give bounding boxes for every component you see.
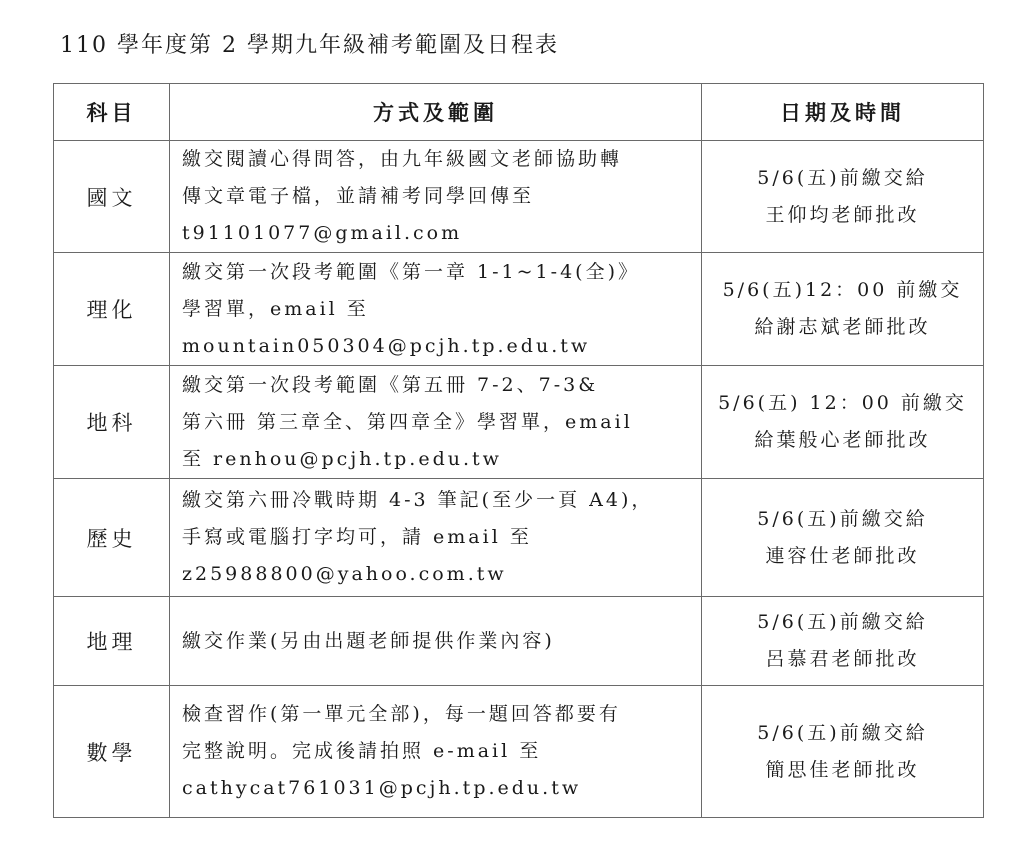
method-line: 學習單，email 至 bbox=[182, 297, 369, 320]
teacher-line: 連容仕老師批改 bbox=[765, 544, 920, 567]
subject-cell: 歷史 bbox=[54, 479, 170, 597]
date-cell bbox=[702, 686, 984, 818]
teacher-line: 呂慕君老師批改 bbox=[765, 648, 920, 670]
schedule-table bbox=[53, 83, 984, 818]
method-email: mountain050304@pcjh.tp.edu.tw bbox=[182, 334, 591, 357]
table-row bbox=[54, 366, 984, 479]
teacher-line: 王仰均老師批改 bbox=[765, 203, 920, 226]
method-line: 手寫或電腦打字均可，請 email 至 bbox=[182, 526, 532, 548]
method-email: z25988800@yahoo.com.tw bbox=[182, 563, 507, 585]
subject-cell: 國文 bbox=[54, 141, 170, 253]
teacher-line: 簡思佳老師批改 bbox=[765, 758, 920, 781]
table-row bbox=[54, 141, 984, 253]
table-row bbox=[54, 253, 984, 366]
subject-cell: 理化 bbox=[54, 253, 170, 366]
date-cell bbox=[702, 597, 984, 686]
method-email: cathycat761031@pcjh.tp.edu.tw bbox=[182, 777, 582, 799]
table-header-row bbox=[54, 84, 984, 141]
date-line: 5/6(五) 12：00 前繳交 bbox=[718, 392, 967, 414]
date-line: 5/6(五)前繳交給 bbox=[757, 166, 928, 189]
teacher-line: 給謝志斌老師批改 bbox=[754, 316, 931, 338]
method-line: 檢查習作(第一單元全部)，每一題回答都要有 bbox=[182, 703, 621, 725]
method-email: 至 renhou@pcjh.tp.edu.tw bbox=[182, 447, 502, 470]
method-cell bbox=[170, 253, 702, 366]
method-line: 繳交第一次段考範圍《第五冊 7-2、7-3& bbox=[182, 373, 599, 396]
date-line: 5/6(五)12：00 前繳交 bbox=[722, 279, 963, 301]
method-line: 完整說明。完成後請拍照 e-mail 至 bbox=[182, 740, 542, 762]
method-email: t91101077@gmail.com bbox=[182, 222, 463, 244]
subject-cell: 地理 bbox=[54, 597, 170, 686]
method-line: 繳交作業(另由出題老師提供作業內容) bbox=[182, 629, 555, 652]
method-line: 繳交閱讀心得問答，由九年級國文老師協助轉 bbox=[182, 148, 623, 170]
date-cell bbox=[702, 479, 984, 597]
date-line: 5/6(五)前繳交給 bbox=[757, 611, 928, 633]
method-cell bbox=[170, 686, 702, 818]
method-line: 第六冊 第三章全、第四章全》學習單，email bbox=[182, 410, 633, 433]
method-line: 傳文章電子檔，並請補考同學回傳至 bbox=[182, 185, 535, 207]
method-line: 繳交第六冊冷戰時期 4-3 筆記(至少一頁 A4)， bbox=[182, 489, 654, 511]
table-row bbox=[54, 686, 984, 818]
subject-cell: 數學 bbox=[54, 686, 170, 818]
method-line: 繳交第一次段考範圍《第一章 1-1~1-4(全)》 bbox=[182, 260, 640, 283]
header-subject: 科目 bbox=[54, 84, 170, 141]
method-cell bbox=[170, 479, 702, 597]
method-cell bbox=[170, 366, 702, 479]
header-method: 方式及範圍 bbox=[170, 84, 702, 141]
subject-cell: 地科 bbox=[54, 366, 170, 479]
document-title: 110 學年度第 2 學期九年級補考範圍及日程表 bbox=[60, 33, 559, 58]
header-date: 日期及時間 bbox=[702, 84, 984, 141]
date-line: 5/6(五)前繳交給 bbox=[757, 507, 928, 530]
date-cell bbox=[702, 141, 984, 253]
date-cell bbox=[702, 253, 984, 366]
method-cell bbox=[170, 597, 702, 686]
table-row bbox=[54, 597, 984, 686]
table-row bbox=[54, 479, 984, 597]
date-cell bbox=[702, 366, 984, 479]
date-line: 5/6(五)前繳交給 bbox=[757, 721, 928, 744]
method-cell bbox=[170, 141, 702, 253]
teacher-line: 給葉般心老師批改 bbox=[754, 429, 931, 451]
